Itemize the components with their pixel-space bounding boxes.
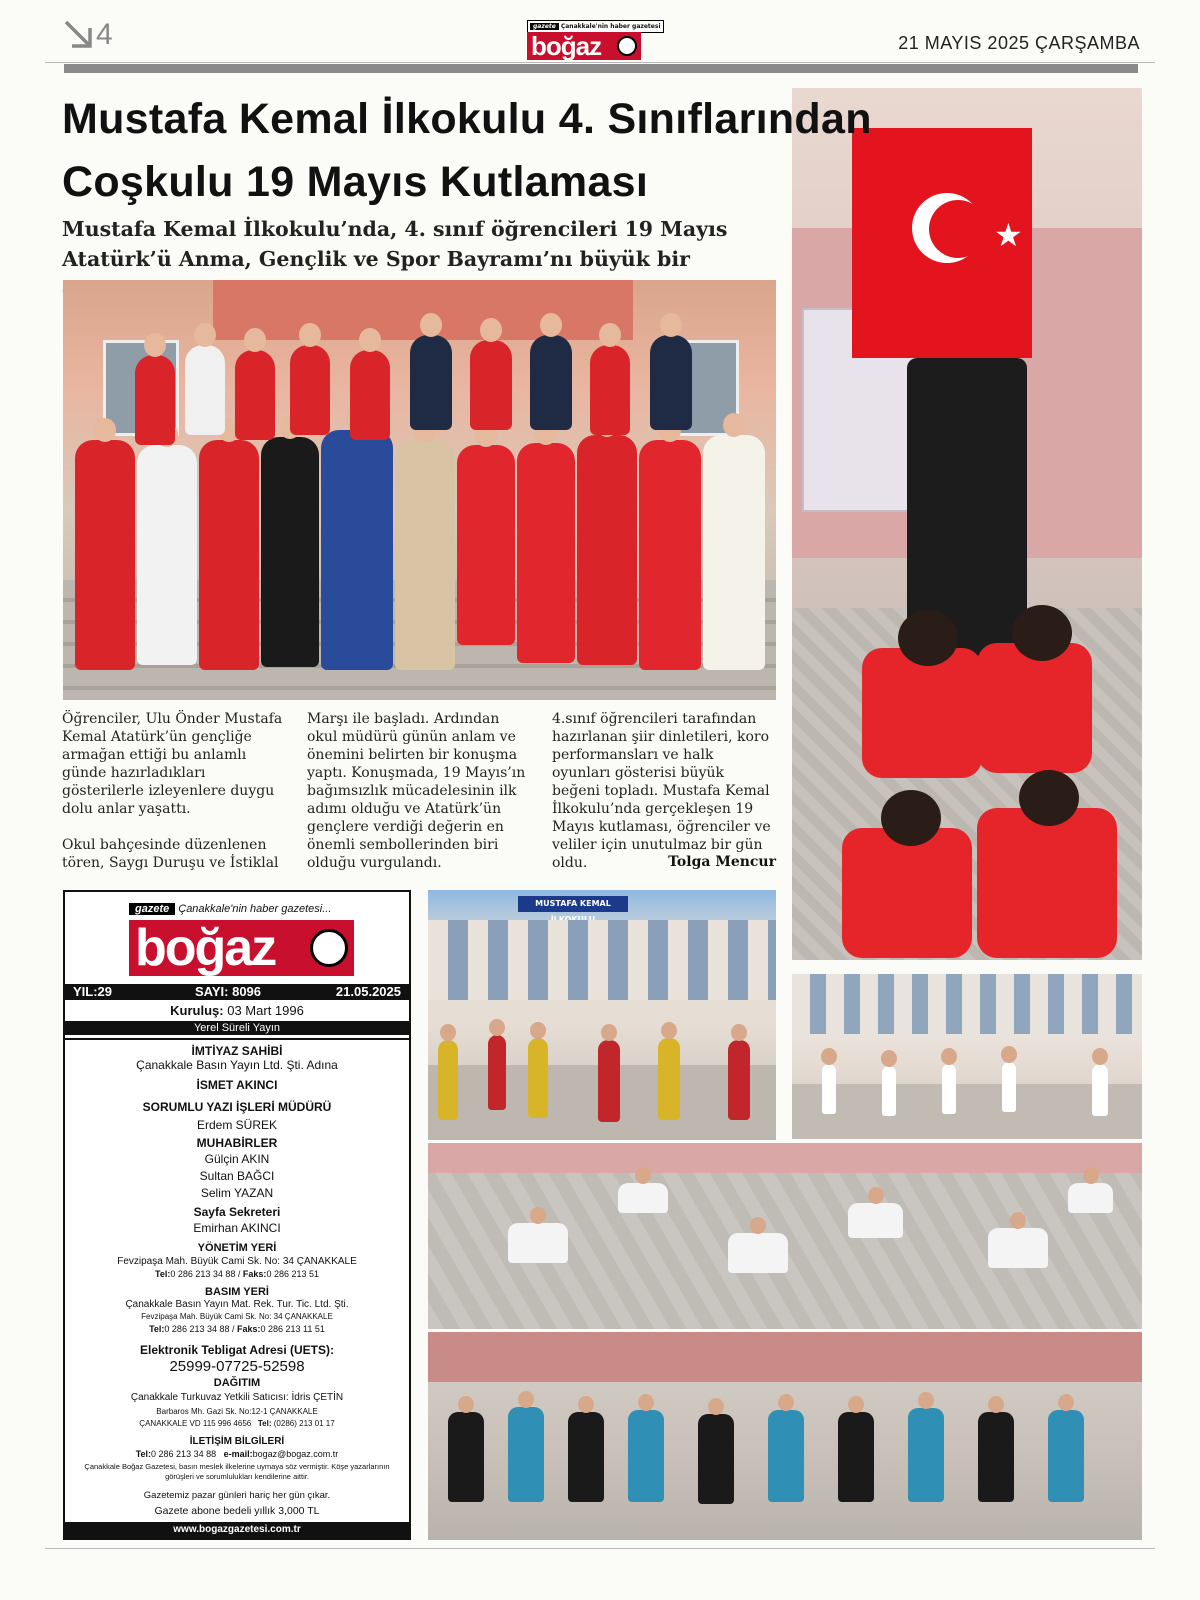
dancer (628, 1410, 664, 1502)
person (75, 440, 135, 670)
gymnastics-photo (428, 1143, 1142, 1329)
paragraph: Öğrenciler, Ulu Önder Mustafa Kemal Atatürk’ün gençliğe armağan ettiği bu anlamlı günde hazırladıkları gösterilerle izleyenlere duygu dolu anlar yaşattı. (62, 711, 283, 817)
imtiyaz-value: Çanakkale Basın Yayın Ltd. Şti. Adına (136, 1058, 338, 1072)
editor-name: Erdem SÜREK (196, 1118, 278, 1132)
issue-info-bar (65, 984, 409, 1000)
school-sign: MUSTAFA KEMAL (518, 896, 628, 912)
page-secretary-name: Emirhan AKINCI (193, 1221, 281, 1235)
article-column-1 (62, 710, 284, 890)
person (137, 445, 197, 665)
publication-type: Yerel Süreli Yayın (65, 1021, 409, 1035)
issue-date: 21.05.2025 (335, 984, 401, 999)
dancer (448, 1412, 484, 1502)
student (508, 1223, 568, 1263)
student (942, 1064, 956, 1114)
logo-tagline-strip: gazete Çanakkale'nin haber gazetesi (527, 20, 664, 33)
printing-address: Fevzipaşa Mah. Büyük Cami Sk. No: 34 ÇANAKKALE (141, 1312, 333, 1321)
subscription-fee: Gazete abone bedeli yıllık 3,000 TL (154, 1505, 320, 1517)
newspaper-logo[interactable] (527, 20, 661, 61)
school-wall (428, 1332, 1142, 1382)
reporter-name: Gülçin AKIN (204, 1152, 270, 1166)
seal-icon (617, 36, 637, 56)
person (199, 440, 259, 670)
people-group (75, 325, 765, 675)
page-secretary-title: Sayfa Sekreteri (193, 1205, 281, 1219)
person (321, 430, 393, 670)
article-column-2 (307, 710, 529, 890)
printing-company: Çanakkale Basın Yayın Mat. Rek. Tur. Tic. Ltd. Şti. (125, 1299, 349, 1310)
publication-schedule: Gazetemiz pazar günleri hariç her gün çıkar. (143, 1490, 331, 1501)
masthead-divider (65, 1038, 409, 1040)
student (822, 1064, 836, 1114)
dancer (1048, 1410, 1084, 1502)
seal-icon (310, 929, 348, 967)
dancer (698, 1414, 734, 1504)
student (882, 1066, 896, 1116)
paragraph: Marşı ile başladı. Ardından okul müdürü günün anlam ve önemini belirten bir konuşma yaptı. Konuşmada, 19 Mayıs’ın bağımsızlık mücadelesinin ilk adımı olduğu ve Atatürk’ün gençlere verdiği değerin en önemli sembollerinden biri olduğu vurgulandı. (307, 711, 526, 871)
person (235, 350, 275, 440)
person (290, 345, 330, 435)
group-photo (63, 280, 776, 700)
headline-line-2: Coşkulu 19 Mayıs Kutlaması (62, 158, 649, 206)
person (395, 440, 455, 670)
dancer (508, 1407, 544, 1502)
flag-pyramid-photo (792, 88, 1142, 960)
distribution-title: DAĞITIM (213, 1377, 261, 1389)
person (261, 437, 319, 667)
masthead-logo-wordmark: boğaz (129, 920, 354, 976)
dancer (728, 1040, 750, 1120)
student (977, 808, 1117, 958)
footer-divider (45, 1548, 1155, 1549)
dancer (528, 1038, 548, 1118)
distribution-address: Barbaros Mh. Gazi Sk. No:12-1 ÇANAKKALE (156, 1407, 318, 1416)
person (577, 435, 637, 665)
article-subhead: Mustafa Kemal İlkokulu’nda, 4. sınıf öğrencileri 19 Mayıs Atatürk’ü Anma, Gençlik ve Spor Bayramı’nı büyük bir (62, 217, 728, 271)
article-headline (62, 88, 962, 214)
reporters-title: MUHABİRLER (196, 1136, 278, 1150)
issue-date-header: 21 MAYIS 2025 ÇARŞAMBA (898, 33, 1140, 53)
uets-value: 25999-07725-52598 (169, 1358, 305, 1375)
printing-phone: Tel:0 286 213 34 88 / Faks:0 286 213 11 51 (149, 1324, 325, 1334)
reporter-name: Selim YAZAN (200, 1186, 274, 1200)
issue-year: YIL:29 (73, 984, 113, 999)
arrow-down-right-icon (62, 18, 96, 52)
person (185, 345, 225, 435)
page-number: 4 (96, 18, 113, 51)
folk-dance-photo (428, 890, 776, 1140)
issue-number: SAYI: 8096 (195, 984, 262, 999)
person (590, 345, 630, 435)
founding-date: Kuruluş: 03 Mart 1996 (170, 1003, 304, 1018)
person (350, 350, 390, 440)
dance-show-photo (428, 1332, 1142, 1540)
distribution-value: Çanakkale Turkuvaz Yetkili Satıcısı: İdris ÇETİN (130, 1392, 344, 1403)
school-facade (792, 974, 1142, 1034)
student (1068, 1183, 1113, 1213)
dancer (978, 1412, 1014, 1502)
disclaimer: Çanakkale Boğaz Gazetesi, basın meslek ilkelerine uymaya söz vermiştir. Köşe yazarlarının görüşleri ve sorumlulukları kendilerine aittir. (84, 1462, 390, 1481)
student (618, 1183, 668, 1213)
person (530, 335, 572, 430)
logo-wordmark: boğaz (527, 32, 641, 60)
student (842, 828, 972, 958)
dancer (768, 1410, 804, 1502)
header-rule-bar (64, 64, 1138, 73)
contact-title: İLETİŞİM BİLGİLERİ (189, 1436, 285, 1447)
student (848, 1203, 903, 1238)
dancer (658, 1038, 680, 1120)
paragraph: Okul bahçesinde düzenlenen tören, Saygı Duruşu ve İstiklal (62, 837, 279, 871)
person (410, 335, 452, 430)
student (977, 643, 1092, 773)
dancer (488, 1035, 506, 1110)
imtiyaz-title: İMTİYAZ SAHİBİ (191, 1044, 283, 1058)
uets-title: Elektronik Tebligat Adresi (UETS): (139, 1343, 335, 1357)
dancer (908, 1408, 944, 1502)
person (650, 335, 692, 430)
management-phone: Tel:0 286 213 34 88 / Faks:0 286 213 51 (155, 1269, 319, 1279)
audience-area (428, 1143, 1142, 1173)
masthead-box (63, 890, 411, 1540)
contact-info: Tel:0 286 213 34 88 e-mail:bogaz@bogaz.com.tr (135, 1449, 339, 1459)
dancer (568, 1412, 604, 1502)
dancer (838, 1412, 874, 1502)
masthead-logo (129, 900, 354, 978)
management-title: YÖNETİM YERİ (197, 1242, 277, 1254)
dancer (438, 1040, 458, 1120)
reporter-name: Sultan BAĞCI (199, 1169, 275, 1183)
schoolyard-ground (792, 1084, 1142, 1139)
person (703, 435, 765, 670)
masthead-logo-tagline: gazete Çanakkale'nin haber gazetesi... (129, 900, 331, 918)
printing-title: BASIM YERİ (205, 1286, 269, 1298)
star-icon: ★ (994, 216, 1023, 254)
management-address: Fevzipaşa Mah. Büyük Cami Sk. No: 34 ÇANAKKALE (117, 1256, 357, 1267)
person (517, 443, 575, 663)
owner-name: İSMET AKINCI (196, 1078, 278, 1092)
student (728, 1233, 788, 1273)
distribution-tax-phone: ÇANAKKALE VD 115 996 4656 Tel: (0286) 213 01 17 (139, 1419, 335, 1428)
editor-title: SORUMLU YAZI İŞLERİ MÜDÜRÜ (142, 1100, 332, 1114)
person (135, 355, 175, 445)
website-link[interactable]: www.bogazgazetesi.com.tr (65, 1522, 409, 1538)
person (470, 340, 512, 430)
student (1002, 1062, 1016, 1112)
person (639, 440, 701, 670)
paragraph: 4.sınıf öğrencileri tarafından hazırlanan şiir dinletileri, koro performansları ve halk oyunları gösterisi büyük beğeni topladı. Mustafa Kemal İlkokulu’nda gerçekleşen 19 Mayıs kutlaması, öğrenciler ve veliler için unutulmaz bir gün oldu. (552, 711, 771, 871)
article-author: Tolga Mencur (668, 854, 776, 870)
dancer (598, 1040, 620, 1122)
headline-line-1: Mustafa Kemal İlkokulu 4. Sınıflarından (62, 95, 872, 143)
person (457, 445, 515, 645)
student (1092, 1064, 1108, 1116)
gym-show-photo (792, 974, 1142, 1139)
student (862, 648, 982, 778)
header-divider (45, 62, 1155, 63)
student (988, 1228, 1048, 1268)
school-facade (428, 920, 776, 1000)
